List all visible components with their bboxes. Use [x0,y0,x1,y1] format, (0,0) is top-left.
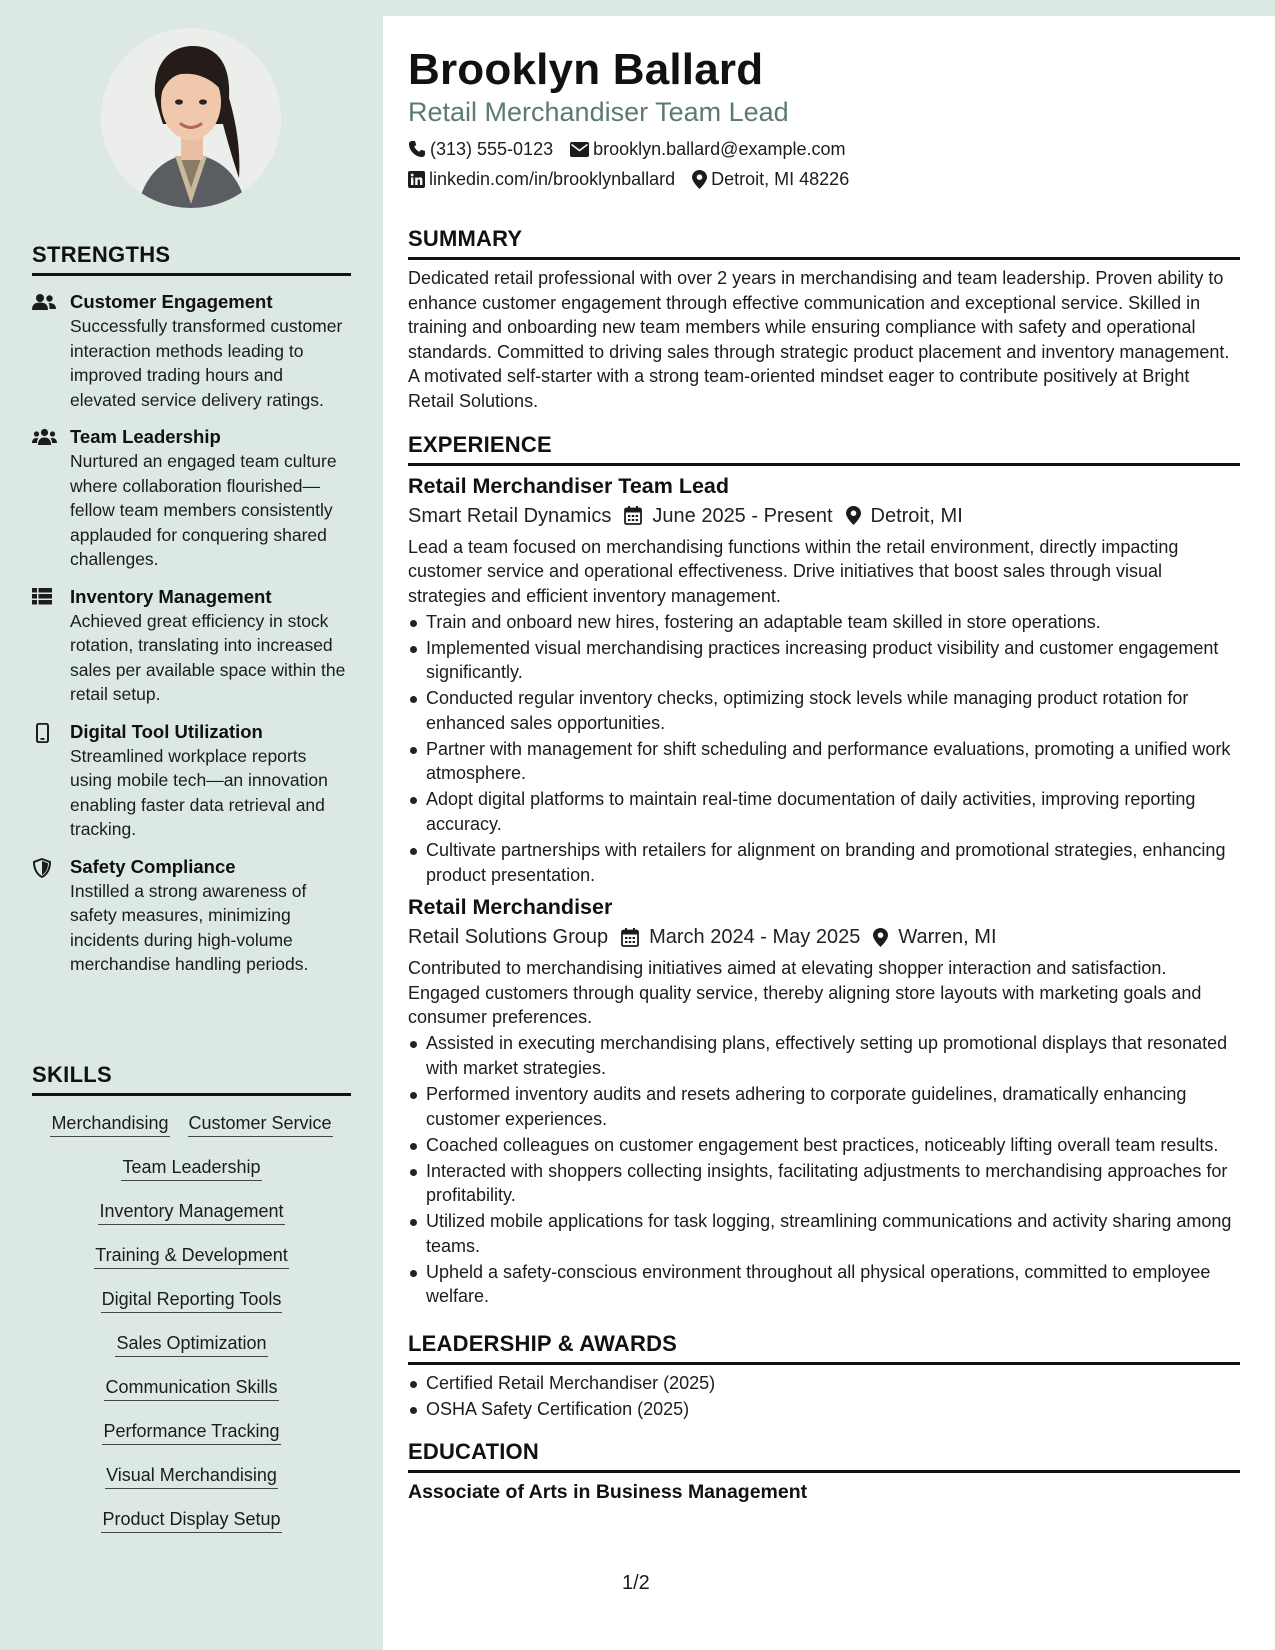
linkedin-contact[interactable] [408,167,675,191]
strength-title: Digital Tool Utilization [70,720,263,742]
candidate-role: Retail Merchandiser Team Lead [408,97,789,127]
strength-item [32,720,351,842]
skill-tag: Communication Skills [104,1374,278,1401]
strengths-section [32,242,351,977]
users-icon [32,290,58,412]
job-location-text: Detroit, MI [870,504,963,527]
job-dates [621,923,860,951]
skill-tag: Sales Optimization [115,1330,267,1357]
job-location [846,502,963,530]
list-item: OSHA Safety Certification (2025) [408,1397,1240,1422]
job-dates-text: March 2024 - May 2025 [649,926,861,949]
contact-row [408,167,1240,191]
skill-tag: Performance Tracking [102,1418,280,1445]
job-meta [408,502,1240,530]
strength-title: Safety Compliance [70,855,236,877]
skill-tag: Merchandising [50,1110,169,1137]
degree-title: Associate of Arts in Business Management [408,1481,808,1504]
summary-heading: SUMMARY [408,226,1240,260]
list-item: Conducted regular inventory checks, optimizing stock levels while managing product rotation for enhanced sales opportunities. [408,686,1240,735]
job-meta [408,923,1240,951]
strengths-heading: STRENGTHS [32,242,351,276]
list-item: Upheld a safety-conscious environment throughout all physical operations, committed to employee welfare. [408,1260,1240,1309]
skill-tag: Visual Merchandising [105,1462,278,1489]
strength-desc: Achieved great efficiency in stock rotation, translating into increased sales per available space within the retail setup. [70,610,346,704]
awards-section [408,1331,1240,1422]
awards-list [408,1371,1240,1422]
team-icon [32,425,58,572]
location-contact [692,167,849,191]
list-item: Coached colleagues on customer engagement best practices, noticeably lifting overall team results. [408,1133,1240,1158]
list-item: Cultivate partnerships with retailers for alignment on branding and promotional strategies, enhancing product presentation. [408,838,1240,887]
map-pin-icon [846,506,871,525]
strength-desc: Instilled a strong awareness of safety measures, minimizing incidents during high-volume merchandise handling periods. [70,880,309,974]
job-entry [408,472,1240,888]
job-location [873,923,996,951]
linkedin-text: linkedin.com/in/brooklynballard [429,169,676,189]
strength-title: Inventory Management [70,585,272,607]
list-item: Train and onboard new hires, fostering an adaptable team skilled in store operations. [408,610,1240,635]
main-column [408,42,1240,1505]
email-icon [570,142,593,157]
strength-item [32,585,351,707]
skills-section [32,1062,351,1533]
summary-section [408,226,1240,414]
list-item: Adopt digital platforms to maintain real-time documentation of daily activities, improving reporting accuracy. [408,787,1240,836]
email-text: brooklyn.ballard@example.com [593,139,846,159]
strength-desc: Nurtured an engaged team culture where collaboration flourished—fellow team members consistently applauded for conquering shared challenges. [70,451,337,569]
calendar-icon [621,928,649,947]
education-section [408,1439,1240,1505]
list-icon [32,585,58,707]
skills-heading: SKILLS [32,1062,351,1096]
job-company: Smart Retail Dynamics [408,504,612,527]
skill-tag: Inventory Management [98,1198,284,1225]
skill-tag: Product Display Setup [101,1506,281,1533]
summary-text: Dedicated retail professional with over 2 years in merchandising and team leadership. Proven ability to enhance customer engagement through effective communication and exceptional service. Skilled in training and onboarding new team members while ensuring compliance with safety and operational standards. Committed to driving sales through strategic product placement and inventory management. A motivated self-starter with a strong team-oriented mindset eager to contribute positively at Bright Retail Solutions. [408,268,1230,411]
list-item: Interacted with shoppers collecting insights, facilitating adjustments to merchandising approaches for profitability. [408,1159,1240,1208]
email-contact[interactable] [570,137,845,161]
map-pin-icon [873,928,898,947]
job-description: Contributed to merchandising initiatives aimed at elevating shopper interaction and satisfaction. Engaged customers through quality service, thereby aligning store layouts with marketing goals and consumer preferences. [408,958,1202,1028]
list-item: Certified Retail Merchandiser (2025) [408,1371,1240,1396]
job-bullets [408,1031,1240,1308]
skill-list [32,1110,351,1533]
strength-item [32,855,351,977]
experience-heading: EXPERIENCE [408,432,1240,466]
job-dates-text: June 2025 - Present [652,504,833,527]
list-item: Assisted in executing merchandising plans, effectively setting up promotional displays that resonated with market strategies. [408,1031,1240,1080]
shield-icon [32,855,58,977]
list-item: Partner with management for shift scheduling and performance evaluations, promoting a unified work atmosphere. [408,737,1240,786]
strength-item [32,425,351,572]
linkedin-icon [408,171,429,188]
candidate-name: Brooklyn Ballard [408,45,764,94]
strength-desc: Successfully transformed customer interaction methods leading to improved trading hours and elevated service delivery ratings. [70,316,343,410]
strength-title: Customer Engagement [70,291,273,312]
list-item: Implemented visual merchandising practices increasing product visibility and customer engagement significantly. [408,636,1240,685]
phone-contact[interactable] [408,137,553,161]
contact-row [408,137,1240,161]
list-item: Performed inventory audits and resets adhering to corporate guidelines, dramatically enhancing customer experiences. [408,1082,1240,1131]
phone-text: (313) 555-0123 [430,139,554,159]
job-title: Retail Merchandiser Team Lead [408,473,730,498]
profile-photo [101,28,281,208]
job-title: Retail Merchandiser [408,895,613,920]
job-bullets [408,610,1240,887]
strength-title: Team Leadership [70,426,221,447]
location-text: Detroit, MI 48226 [711,169,850,189]
mobile-icon [32,720,58,842]
experience-section [408,432,1240,1309]
skill-tag: Team Leadership [121,1154,261,1181]
sidebar [0,0,383,1650]
calendar-icon [624,506,652,525]
page-number: 1/2 [622,1572,650,1594]
skill-tag: Training & Development [94,1242,288,1269]
phone-icon [408,140,430,158]
strength-item [32,290,351,412]
skill-tag: Customer Service [188,1110,333,1137]
job-company: Retail Solutions Group [408,926,609,949]
job-entry [408,893,1240,1309]
strength-desc: Streamlined workplace reports using mobile tech—an innovation enabling faster data retrieval and tracking. [70,745,328,839]
awards-heading: LEADERSHIP & AWARDS [408,1331,1240,1365]
map-pin-icon [692,170,711,189]
education-heading: EDUCATION [408,1439,1240,1473]
job-dates [624,502,832,530]
list-item: Utilized mobile applications for task logging, streamlining communications and activity sharing among teams. [408,1209,1240,1258]
job-description: Lead a team focused on merchandising functions within the retail environment, directly impacting customer service and operational effectiveness. Drive initiatives that boost sales through visual strategies and efficient inventory management. [408,536,1179,606]
skill-tag: Digital Reporting Tools [101,1286,283,1313]
job-location-text: Warren, MI [898,926,997,949]
